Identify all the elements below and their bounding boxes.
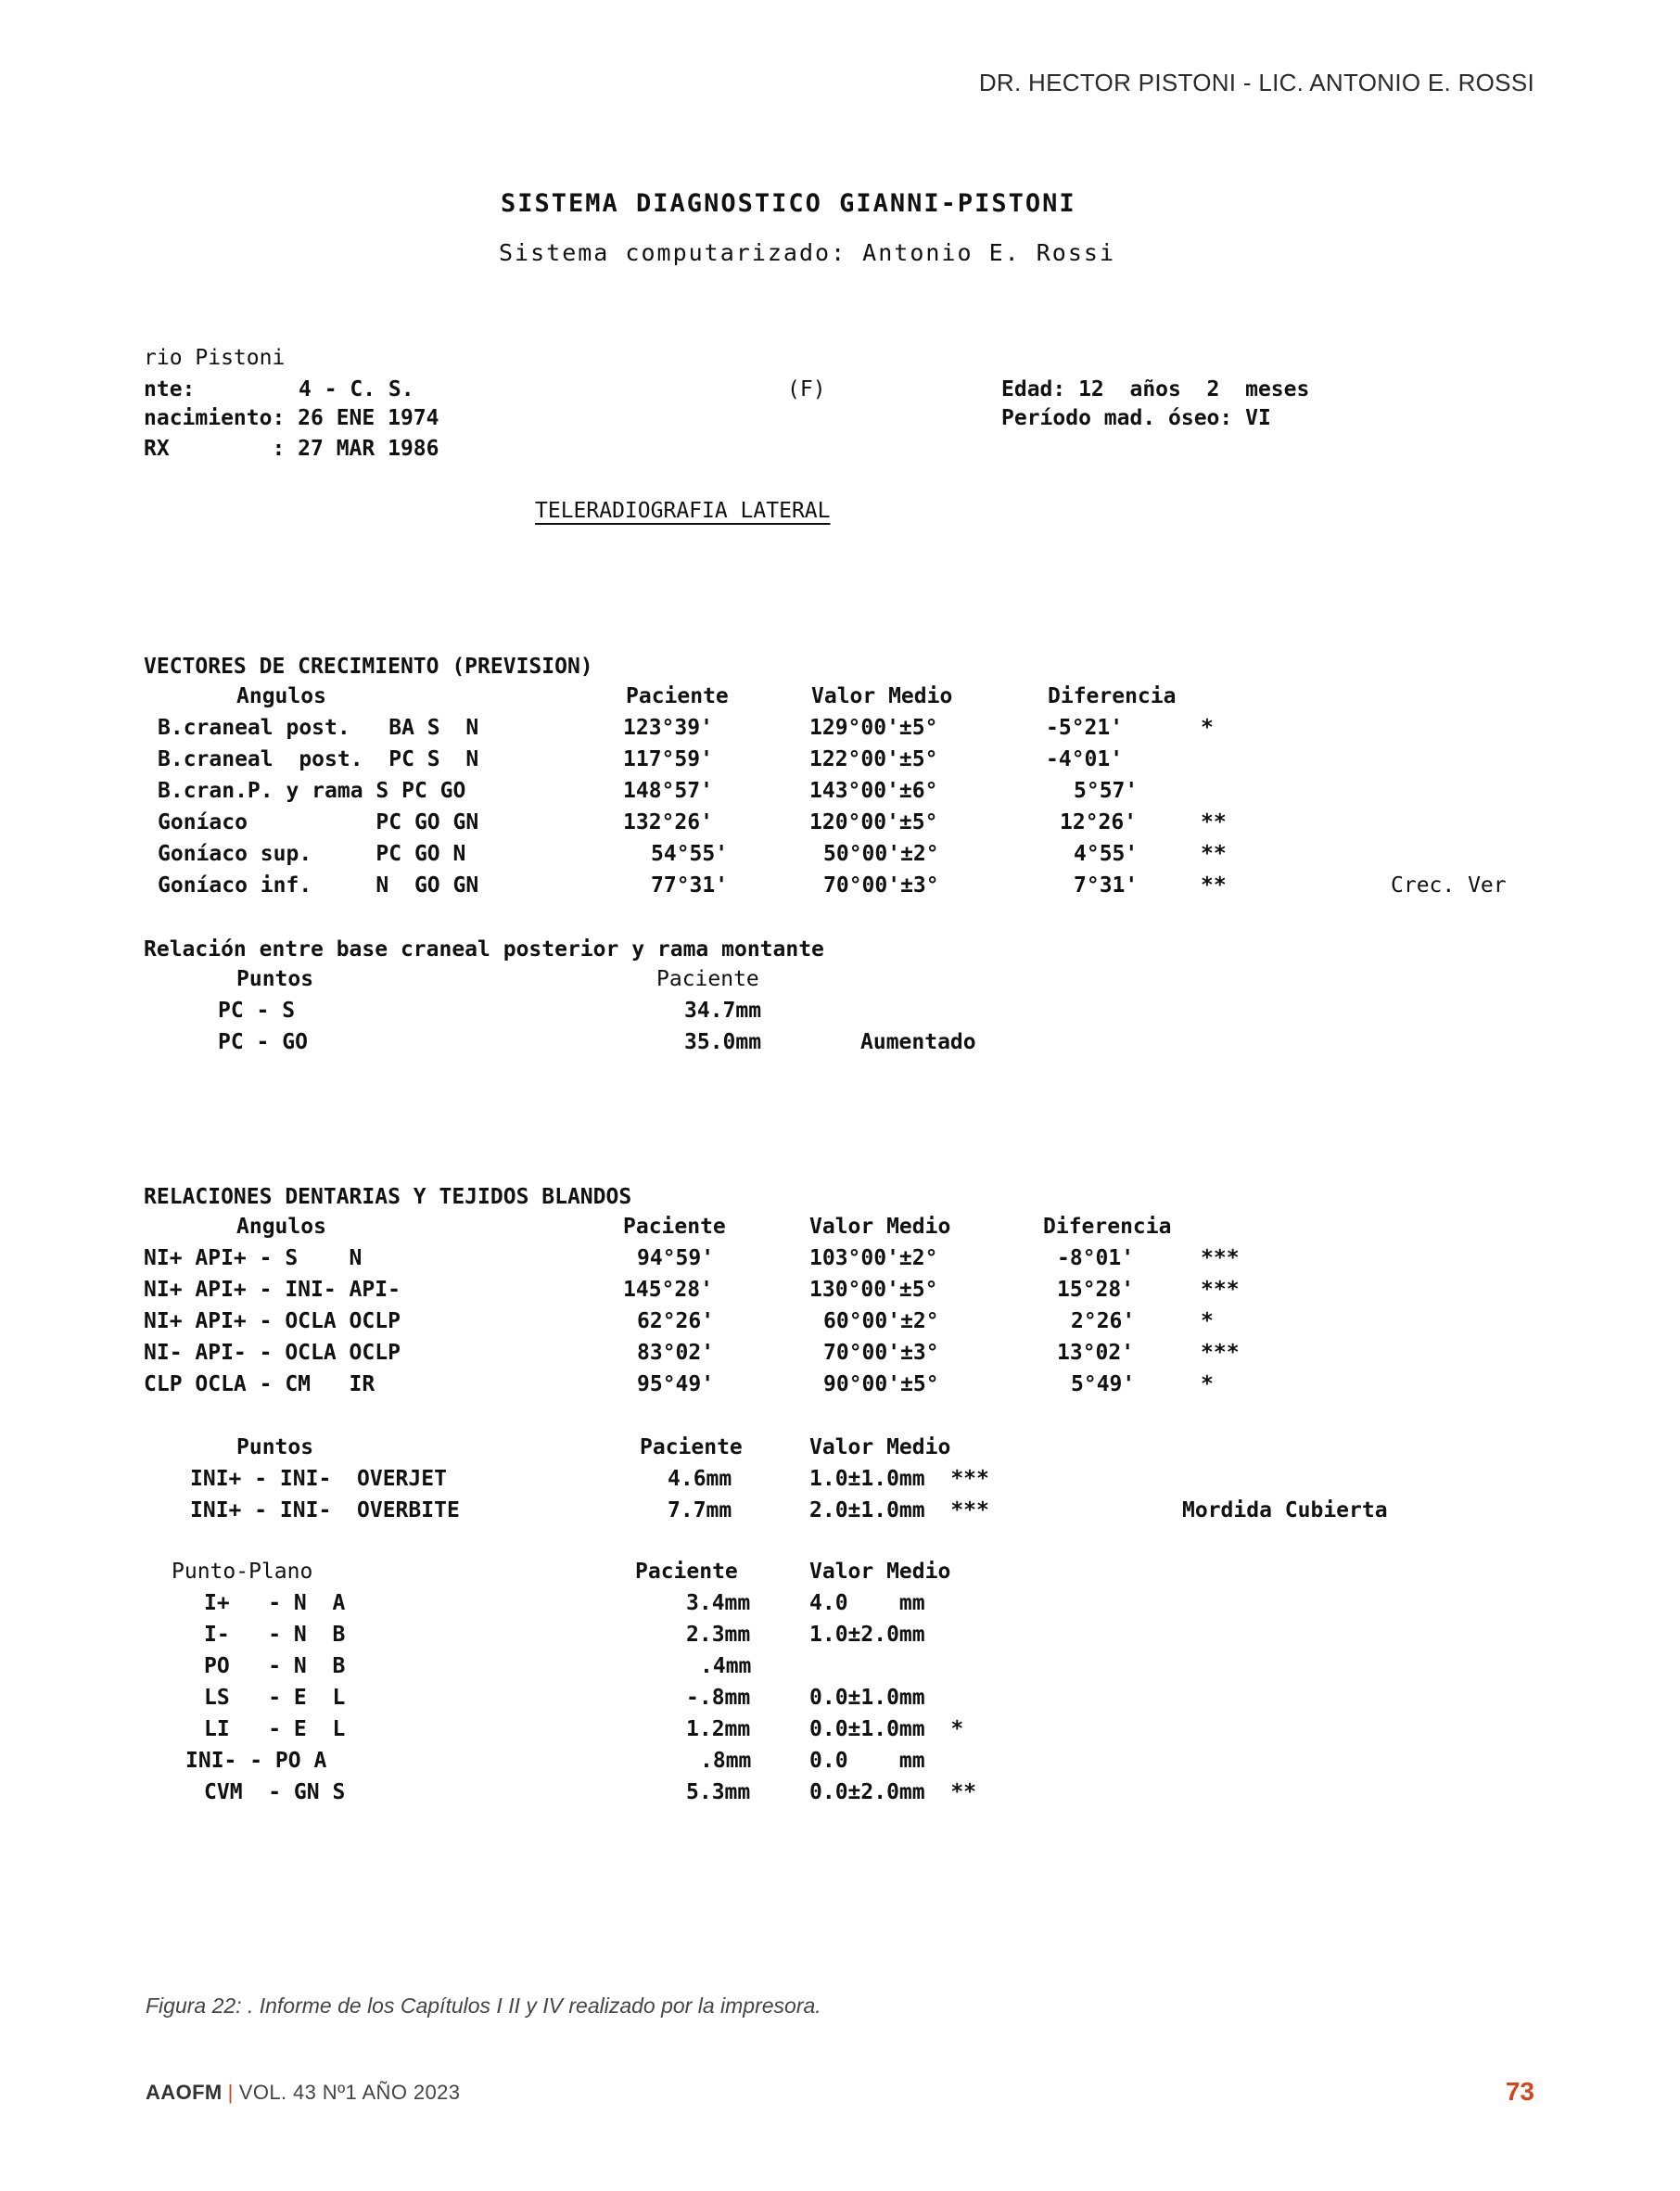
puntos-header-puntos: Puntos — [236, 1435, 314, 1459]
row-paciente: .8mm — [700, 1749, 752, 1773]
plano-header-paciente: Paciente — [635, 1560, 738, 1584]
row-paciente: 95°49' — [637, 1372, 715, 1396]
row-diferencia: 5°57' — [1074, 779, 1139, 803]
row-label: I+ - N A — [204, 1591, 346, 1615]
row-label: PC - GO — [218, 1030, 308, 1054]
figure-caption: Figura 22: . Informe de los Capítulos I II y IV realizado por la impresora. — [146, 1994, 821, 2018]
row-diferencia: 7°31' — [1074, 873, 1139, 898]
patient-line-2-value: 4 - C. S. — [299, 377, 414, 401]
relacion-title: Relación entre base craneal posterior y rama montante — [144, 937, 824, 962]
puntos-header-valor: Valor Medio — [809, 1435, 951, 1459]
row-label: LI - E L — [204, 1717, 346, 1741]
relacion-header-puntos: Puntos — [236, 967, 314, 991]
row-diferencia: 15°28' — [1057, 1278, 1135, 1302]
row-paciente: 34.7mm — [684, 999, 762, 1023]
row-valor: 129°00'±5° — [809, 716, 938, 740]
row-significance: ** — [1201, 873, 1227, 898]
row-significance: ** — [1201, 842, 1227, 866]
dentarias-header-diferencia: Diferencia — [1043, 1215, 1172, 1239]
plano-header-valor: Valor Medio — [809, 1560, 951, 1584]
patient-line-3: nacimiento: 26 ENE 1974 — [144, 406, 439, 430]
row-valor: 0.0±1.0mm * — [809, 1717, 964, 1741]
row-label: Goníaco sup. PC GO N — [158, 842, 466, 866]
vectores-note: Crec. Ver — [1391, 873, 1507, 898]
row-note: Mordida Cubierta — [1182, 1498, 1388, 1522]
row-paciente: 77°31' — [651, 873, 729, 898]
patient-line-2-label: nte: — [144, 377, 196, 401]
row-valor: 60°00'±2° — [823, 1309, 939, 1333]
row-label: INI+ - INI- OVERJET — [190, 1467, 447, 1491]
row-valor: 143°00'±6° — [809, 779, 938, 803]
dentarias-title: RELACIONES DENTARIAS Y TEJIDOS BLANDOS — [144, 1185, 632, 1209]
dentarias-header-angulos: Angulos — [236, 1215, 326, 1239]
row-significance: * — [1201, 716, 1214, 740]
row-paciente: 83°02' — [637, 1341, 715, 1365]
vectores-title: VECTORES DE CRECIMIENTO (PREVISION) — [144, 655, 593, 679]
row-paciente: 3.4mm — [686, 1591, 751, 1615]
row-paciente: 132°26' — [623, 810, 713, 834]
row-paciente: 145°28' — [623, 1278, 713, 1302]
row-significance: ** — [1201, 810, 1227, 834]
row-valor: 120°00'±5° — [809, 810, 938, 834]
patient-line-1: rio Pistoni — [144, 346, 286, 370]
row-label: NI- API- - OCLA OCLP — [144, 1341, 401, 1365]
row-paciente: 148°57' — [623, 779, 713, 803]
row-paciente: 2.3mm — [686, 1623, 751, 1647]
vectores-header-valor: Valor Medio — [811, 684, 953, 708]
row-label: I- - N B — [204, 1623, 346, 1647]
row-valor: 0.0 mm — [809, 1749, 925, 1773]
row-label: PO - N B — [204, 1654, 346, 1678]
row-paciente: 54°55' — [651, 842, 729, 866]
row-paciente: 7.7mm — [668, 1498, 732, 1522]
vectores-header-diferencia: Diferencia — [1048, 684, 1177, 708]
row-valor: 0.0±2.0mm ** — [809, 1780, 977, 1804]
footer — [146, 2081, 460, 2105]
row-label: Goníaco inf. N GO GN — [158, 873, 479, 898]
row-label: Goníaco PC GO GN — [158, 810, 479, 834]
patient-sex: (F) — [787, 377, 826, 401]
row-diferencia: 4°55' — [1074, 842, 1139, 866]
row-valor: 130°00'±5° — [809, 1278, 938, 1302]
row-valor: 90°00'±5° — [823, 1372, 939, 1396]
row-paciente: 5.3mm — [686, 1780, 751, 1804]
page-number: 73 — [1505, 2077, 1534, 2106]
row-paciente: .4mm — [700, 1654, 752, 1678]
row-valor: 1.0±1.0mm *** — [809, 1467, 989, 1491]
row-diferencia: 12°26' — [1060, 810, 1138, 834]
vectores-header-angulos: Angulos — [236, 684, 326, 708]
row-paciente: 94°59' — [637, 1246, 715, 1270]
dentarias-header-paciente: Paciente — [623, 1215, 726, 1239]
row-label: NI+ API+ - INI- API- — [144, 1278, 401, 1302]
row-label: NI+ API+ - S N — [144, 1246, 363, 1270]
row-significance: * — [1201, 1372, 1214, 1396]
row-valor: 50°00'±2° — [823, 842, 939, 866]
row-status: Aumentado — [860, 1030, 976, 1054]
row-label: INI+ - INI- OVERBITE — [190, 1498, 460, 1522]
plano-header-punto: Punto-Plano — [172, 1560, 313, 1584]
row-significance: * — [1201, 1309, 1214, 1333]
row-label: B.craneal post. BA S N — [158, 716, 479, 740]
row-significance: *** — [1201, 1341, 1240, 1365]
row-label: B.craneal post. PC S N — [158, 747, 479, 771]
puntos-header-paciente: Paciente — [640, 1435, 743, 1459]
scanned-report — [144, 176, 1534, 1845]
row-paciente: 117°59' — [623, 747, 713, 771]
vectores-header-paciente: Paciente — [626, 684, 729, 708]
row-paciente: 4.6mm — [668, 1467, 732, 1491]
row-significance: *** — [1201, 1278, 1240, 1302]
row-paciente: 1.2mm — [686, 1717, 751, 1741]
row-label: PC - S — [218, 999, 296, 1023]
dentarias-header-valor: Valor Medio — [809, 1215, 951, 1239]
row-label: B.cran.P. y rama S PC GO — [158, 779, 466, 803]
row-valor: 70°00'±3° — [823, 1341, 939, 1365]
section-heading: TELERADIOGRAFIA LATERAL — [535, 499, 831, 523]
patient-age: Edad: 12 años 2 meses — [1001, 377, 1310, 401]
row-paciente: 123°39' — [623, 716, 713, 740]
row-label: LS - E L — [204, 1686, 346, 1710]
patient-bone-period: Período mad. óseo: VI — [1001, 406, 1271, 430]
row-valor: 2.0±1.0mm *** — [809, 1498, 989, 1522]
row-label: CLP OCLA - CM IR — [144, 1372, 375, 1396]
row-diferencia: -4°01' — [1046, 747, 1124, 771]
row-paciente: -.8mm — [686, 1686, 751, 1710]
report-title: SISTEMA DIAGNOSTICO GIANNI-PISTONI — [501, 189, 1076, 218]
running-head: DR. HECTOR PISTONI - LIC. ANTONIO E. ROSSI — [978, 69, 1534, 96]
journal-volume: VOL. 43 Nº1 AÑO 2023 — [238, 2081, 461, 2104]
row-valor: 70°00'±3° — [823, 873, 939, 898]
report-subtitle: Sistema computarizado: Antonio E. Rossi — [499, 239, 1115, 266]
row-label: INI- - PO A — [185, 1749, 327, 1773]
row-diferencia: -8°01' — [1057, 1246, 1135, 1270]
relacion-header-paciente: Paciente — [656, 967, 759, 991]
row-valor: 0.0±1.0mm — [809, 1686, 925, 1710]
row-valor: 1.0±2.0mm — [809, 1623, 925, 1647]
row-diferencia: 2°26' — [1071, 1309, 1136, 1333]
row-paciente: 35.0mm — [684, 1030, 762, 1054]
patient-line-4: RX : 27 MAR 1986 — [144, 437, 439, 461]
footer-separator: | — [227, 2081, 234, 2104]
row-significance: *** — [1201, 1246, 1240, 1270]
journal-name: AAOFM — [146, 2081, 223, 2104]
row-diferencia: 5°49' — [1071, 1372, 1136, 1396]
row-paciente: 62°26' — [637, 1309, 715, 1333]
row-label: NI+ API+ - OCLA OCLP — [144, 1309, 401, 1333]
row-label: CVM - GN S — [204, 1780, 346, 1804]
row-diferencia: -5°21' — [1046, 716, 1124, 740]
row-valor: 103°00'±2° — [809, 1246, 938, 1270]
row-valor: 122°00'±5° — [809, 747, 938, 771]
row-diferencia: 13°02' — [1057, 1341, 1135, 1365]
row-valor: 4.0 mm — [809, 1591, 925, 1615]
